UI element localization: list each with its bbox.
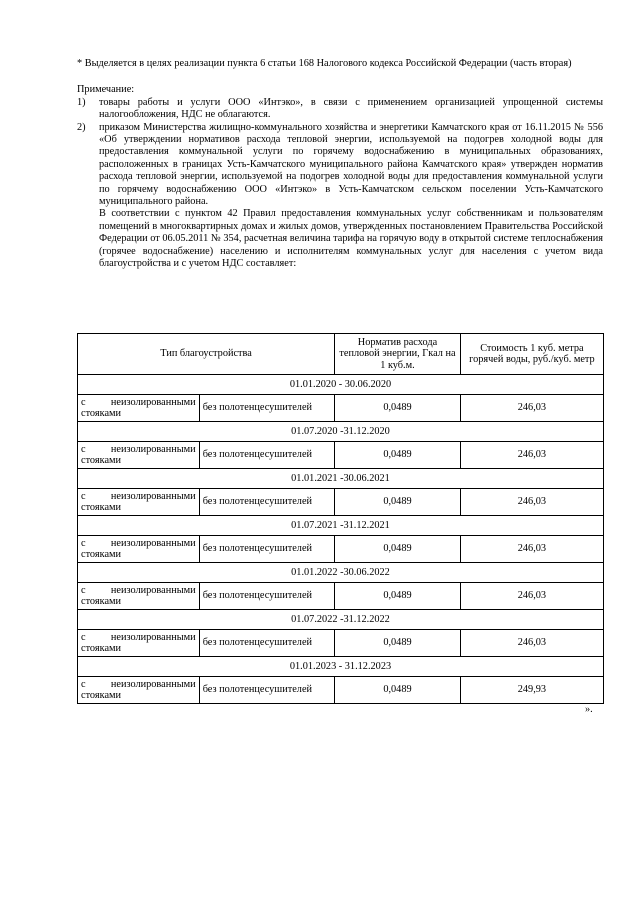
cell-riser-type: с неизолированными стояками (78, 489, 200, 516)
period-label: 01.07.2020 -31.12.2020 (78, 422, 604, 442)
header-type: Тип благоустройства (78, 334, 335, 375)
document-body (77, 58, 603, 271)
cell-norm: 0,0489 (335, 677, 461, 704)
table-row (78, 489, 604, 516)
period-row (78, 610, 604, 630)
note-text: товары работы и услуги ООО «Интэко», в связи с применением организацией упрощенной системы налогообложения, НДС не облагаются. (99, 96, 603, 121)
tariff-table (77, 333, 604, 704)
cell-cost: 246,03 (460, 583, 603, 610)
period-row (78, 657, 604, 677)
table-row (78, 630, 604, 657)
cell-towel-dryer: без полотенцесушителей (199, 489, 334, 516)
table-row (78, 395, 604, 422)
period-row (78, 375, 604, 395)
cell-cost: 246,03 (460, 442, 603, 469)
cell-norm: 0,0489 (335, 583, 461, 610)
cell-riser-type: с неизолированными стояками (78, 677, 200, 704)
note-number: 1) (77, 96, 86, 108)
note-title: Примечание: (77, 84, 135, 96)
cell-towel-dryer: без полотенцесушителей (199, 395, 334, 422)
cell-riser-type: с неизолированными стояками (78, 395, 200, 422)
note-item (77, 122, 603, 271)
note-item (77, 97, 603, 122)
closing-quote: ». (585, 704, 593, 715)
cell-riser-type: с неизолированными стояками (78, 536, 200, 563)
period-label: 01.07.2021 -31.12.2021 (78, 516, 604, 536)
table-body (78, 375, 604, 704)
cell-norm: 0,0489 (335, 630, 461, 657)
table-row (78, 536, 604, 563)
notes-list (77, 97, 603, 271)
period-row (78, 469, 604, 489)
table-row (78, 677, 604, 704)
cell-towel-dryer: без полотенцесушителей (199, 583, 334, 610)
cell-towel-dryer: без полотенцесушителей (199, 536, 334, 563)
cell-towel-dryer: без полотенцесушителей (199, 677, 334, 704)
cell-riser-type: с неизолированными стояками (78, 583, 200, 610)
cell-norm: 0,0489 (335, 395, 461, 422)
period-label: 01.01.2022 -30.06.2022 (78, 563, 604, 583)
period-label: 01.07.2022 -31.12.2022 (78, 610, 604, 630)
period-label: 01.01.2021 -30.06.2021 (78, 469, 604, 489)
note-number: 2) (77, 121, 86, 133)
cell-cost: 246,03 (460, 395, 603, 422)
cell-cost: 246,03 (460, 536, 603, 563)
table-header-row (78, 334, 604, 375)
cell-cost: 249,93 (460, 677, 603, 704)
footnote: * Выделяется в целях реализации пункта 6 статьи 168 Налогового кодекса Российской Федерации (часть вторая) (77, 58, 572, 69)
period-row (78, 422, 604, 442)
cell-cost: 246,03 (460, 630, 603, 657)
cell-towel-dryer: без полотенцесушителей (199, 630, 334, 657)
period-row (78, 516, 604, 536)
cell-towel-dryer: без полотенцесушителей (199, 442, 334, 469)
header-norm: Норматив расхода тепловой энергии, Гкал на 1 куб.м. (335, 334, 461, 375)
cell-riser-type: с неизолированными стояками (78, 630, 200, 657)
period-label: 01.01.2020 - 30.06.2020 (78, 375, 604, 395)
table-row (78, 583, 604, 610)
note-text: приказом Министерства жилищно-коммунального хозяйства и энергетики Камчатского края от 16.11.2015 № 556 «Об утверждении нормативов расхода тепловой энергии, используемой на подогрев холодной воды для предоставления коммунальной услуги по горячему водоснабжению в муниципальных образованиях, расположенных в границах Усть-Камчатского муниципального района Камчатского края» утвержден норматив расхода тепловой энергии, используемой на подогрев холодной воды для предоставления коммунальной услуги по горячему водоснабжению ООО «Интэко» в Усть-Камчатском сельском поселении Усть-Камчатского муниципального района. (99, 121, 603, 208)
header-cost: Стоимость 1 куб. метра горячей воды, руб./куб. метр (460, 334, 603, 375)
cell-riser-type: с неизолированными стояками (78, 442, 200, 469)
cell-norm: 0,0489 (335, 489, 461, 516)
cell-norm: 0,0489 (335, 536, 461, 563)
cell-norm: 0,0489 (335, 442, 461, 469)
period-row (78, 563, 604, 583)
table-row (78, 442, 604, 469)
cell-cost: 246,03 (460, 489, 603, 516)
period-label: 01.01.2023 - 31.12.2023 (78, 657, 604, 677)
note-text-continued: В соответствии с пунктом 42 Правил предоставления коммунальных услуг собственникам и пользователям помещений в многоквартирных домах и жилых домов, утвержденных постановлением Правительства Российской Федерации от 06.05.2011 № 354, расчетная величина тарифа на горячую воду в открытой системе теплоснабжения (горячее водоснабжение) населению и исполнителям коммунальных услуг для населения с учетом вида благоустройства и с учетом НДС составляет: (99, 208, 603, 270)
